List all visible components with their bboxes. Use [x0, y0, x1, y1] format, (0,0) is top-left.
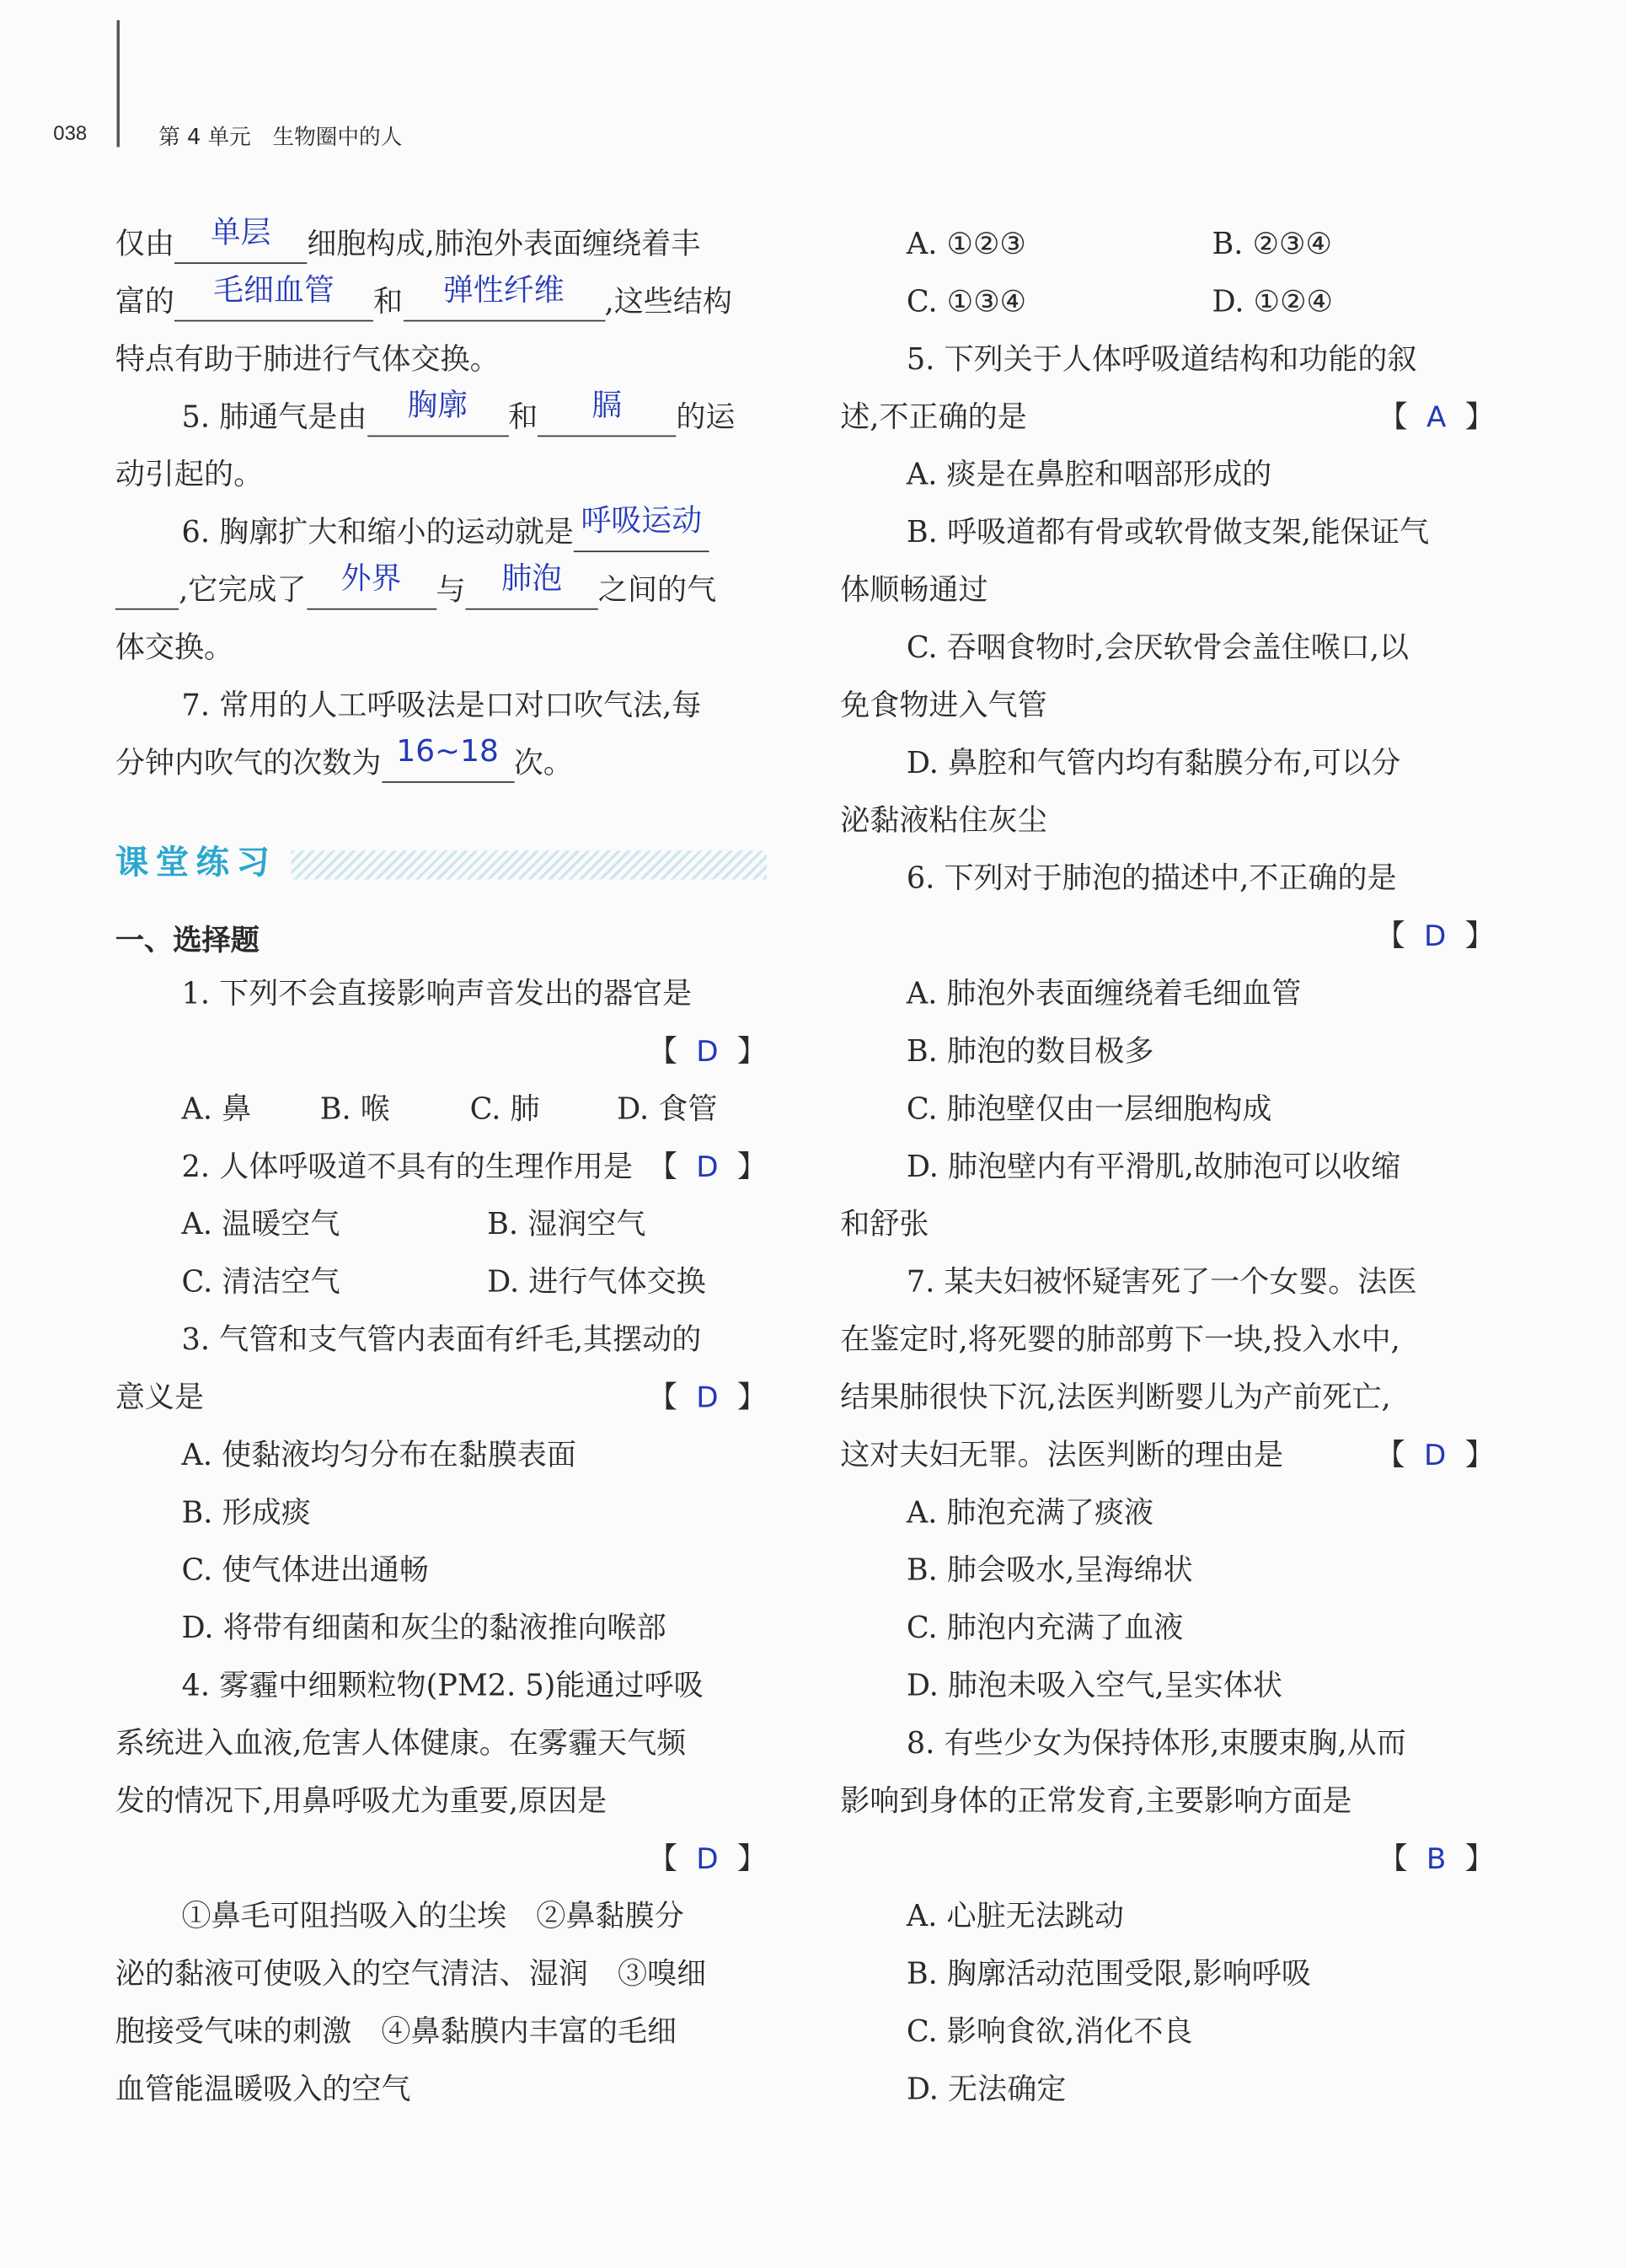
question-stem: 2. 人体呼吸道不具有的生理作用是 【 D 】 — [181, 1149, 767, 1184]
fill-line: 6. 胸廓扩大和缩小的运动就是 呼吸运动 — [115, 513, 767, 552]
option: 泌黏液粘住灰尘 — [840, 802, 1047, 838]
question-stem: 意义是 【 D 】 — [115, 1379, 767, 1415]
option: C. 肺 — [469, 1091, 540, 1126]
option: C. 吞咽食物时,会厌软骨会盖住喉口,以 — [906, 630, 1410, 665]
option: B. 呼吸道都有骨或软骨做支架,能保证气 — [906, 514, 1430, 550]
question-stem: 8. 有些少女为保持体形,束腰束胸,从而 — [906, 1725, 1406, 1761]
option: D. 鼻腔和气管内均有黏膜分布,可以分 — [906, 745, 1401, 780]
option: A. 痰是在鼻腔和咽部形成的 — [906, 457, 1272, 492]
question-stem: 4. 雾霾中细颗粒物(PM2. 5)能通过呼吸 — [181, 1668, 704, 1703]
section-stripe — [292, 850, 767, 879]
question-stem: 1. 下列不会直接影响声音发出的器官是 — [181, 976, 693, 1011]
text-line: 特点有助于肺进行气体交换。 — [115, 341, 500, 377]
blank: 胸廓 — [367, 398, 508, 437]
question-stem: 5. 下列关于人体呼吸道结构和功能的叙 — [906, 341, 1417, 377]
statement-list: 泌的黏液可使吸入的空气清洁、湿润 ③嗅细 — [115, 1956, 707, 1992]
question-stem: 影响到身体的正常发育,主要影响方面是 — [840, 1783, 1352, 1818]
question-stem: 7. 某夫妇被怀疑害死了一个女婴。法医 — [906, 1264, 1417, 1300]
question-stem: 发的情况下,用鼻呼吸尤为重要,原因是 — [115, 1783, 607, 1818]
blank: 16~18 — [381, 744, 513, 783]
option: D. 肺泡未吸入空气,呈实体状 — [906, 1668, 1282, 1703]
subsection-title: 一、选择题 — [115, 922, 260, 957]
fill-line: 5. 肺通气是由 胸廓 和 膈 的运 — [115, 398, 767, 437]
option: C. 影响食欲,消化不良 — [906, 2013, 1193, 2049]
workbook-page: 038 第 4 单元 生物圈中的人 仅由 单层 细胞构成,肺泡外表面缠绕着丰 富的 毛细血管 和 弹性纤维 ,这些结构 特点有助于肺进行气体交换。 5. 肺通气是由 胸廓 和 膈 的运 动引起的。 6. 胸廓扩大和缩小的运动就是 呼吸运动 ,它完成了 外界 与 肺泡 之间的气 体交换。 7. 常用的人工呼吸法是口对口吹气法,每 分钟内吹气的次数为 16~18 次。 课堂练习 一、选择题 1. 下列不会直接影响声音发出的器官是 【 D 】 A. 鼻 B. 喉 C. 肺 D. 食管 2. 人体呼吸道不具有的生理作用是 【 D 】 A. 温暖空气 B. 湿润空气 C. 清洁空气 D. 进行气体交换 3. 气管和支气管内表面有纤毛,其摆动的 意义是 【 D 】 A. 使黏液均匀分布在黏膜表面 B. 形成痰 C. 使气体进出通畅 D. 将带有细菌和灰尘的黏液推向喉部 4. 雾霾中细颗粒物(PM2. 5)能通过呼吸 系统进入血液,危害人体健康。在雾霾天气频 发的情况下,用鼻呼吸尤为重要,原因是 【 D 】 ①鼻毛可阻挡吸入的尘埃 ②鼻黏膜分 泌的黏液可使吸入的空气清洁、湿润 ③嗅细 胞接受气味的刺激 ④鼻黏膜内丰富的毛细 血管能温暖吸入的空气 A. ①②③ B. ②③④ C. ①③④ D. ①②④ 5. 下列关于人体呼吸道结构和功能的叙 述,不正确的是 【 A 】 A. 痰是在鼻腔和咽部形成的 B. 呼吸道都有骨或软骨做支架,能保证气 体顺畅通过 C. 吞咽食物时,会厌软骨会盖住喉口,以 免食物进入气管 D. 鼻腔和气管内均有黏膜分布,可以分 泌黏液粘住灰尘 6. 下列对于肺泡的描述中,不正确的是 【 D 】 A. 肺泡外表面缠绕着毛细血管 B. 肺泡的数目极多 C. 肺泡壁仅由一层细胞构成 D. 肺泡壁内有平滑肌,故肺泡可以收缩 和舒张 7. 某夫妇被怀疑害死了一个女婴。法医 在鉴定时,将死婴的肺部剪下一块,投入水中, 结果肺很快下沉,法医判断婴儿为产前死亡, 这对夫妇无罪。法医判断的理由是 【 D 】 A. 肺泡充满了痰液 B. 肺会吸水,呈海绵状 C. 肺泡内充满了血液 D. 肺泡未吸入空气,呈实体状 8. 有些少女为保持体形,束腰束胸,从而 影响到身体的正常发育,主要影响方面是 【 B 】 A. 心脏无法跳动 B. 胸廓活动范围受限,影响呼吸 C. 影响食欲,消化不良 D. 无法确定 — [0, 0, 1627, 2268]
question-stem: 这对夫妇无罪。法医判断的理由是 【 D 】 — [840, 1437, 1495, 1472]
option: A. 使黏液均匀分布在黏膜表面 — [181, 1437, 576, 1472]
fill-line: 富的 毛细血管 和 弹性纤维 ,这些结构 — [115, 282, 767, 321]
blank: 膈 — [538, 398, 676, 437]
option: A. 肺泡外表面缠绕着毛细血管 — [906, 976, 1302, 1011]
question-stem: 系统进入血液,危害人体健康。在雾霾天气频 — [115, 1725, 687, 1761]
statement-list: 血管能温暖吸入的空气 — [115, 2071, 411, 2107]
question-stem: 述,不正确的是 【 A 】 — [840, 399, 1495, 434]
header-rule — [117, 20, 120, 147]
option: C. 肺泡内充满了血液 — [906, 1610, 1184, 1645]
blank — [115, 571, 179, 609]
fill-line: 分钟内吹气的次数为 16~18 次。 — [115, 744, 767, 783]
option: B. 喉 — [319, 1091, 390, 1126]
unit-title: 第 4 单元 生物圈中的人 — [158, 124, 403, 150]
option: C. 使气体进出通畅 — [181, 1552, 429, 1588]
fill-line: 仅由 单层 细胞构成,肺泡外表面缠绕着丰 — [115, 225, 767, 264]
option: B. 胸廓活动范围受限,影响呼吸 — [906, 1956, 1311, 1992]
statement-list: 胞接受气味的刺激 ④鼻黏膜内丰富的毛细 — [115, 2013, 677, 2049]
question-stem: 在鉴定时,将死婴的肺部剪下一块,投入水中, — [840, 1322, 1400, 1357]
blank: 外界 — [307, 571, 436, 609]
option: 免食物进入气管 — [840, 687, 1047, 722]
option: 体顺畅通过 — [840, 572, 988, 608]
option: D. 肺泡壁内有平滑肌,故肺泡可以收缩 — [906, 1149, 1401, 1184]
question-stem: 结果肺很快下沉,法医判断婴儿为产前死亡, — [840, 1379, 1391, 1415]
option: A. 肺泡充满了痰液 — [906, 1494, 1153, 1530]
question-stem: 3. 气管和支气管内表面有纤毛,其摆动的 — [181, 1322, 702, 1357]
option: B. 肺会吸水,呈海绵状 — [906, 1552, 1193, 1588]
section-title: 课堂练习 — [115, 844, 277, 882]
question-stem: 6. 下列对于肺泡的描述中,不正确的是 — [906, 861, 1397, 896]
blank: 肺泡 — [466, 571, 598, 609]
text-line: 动引起的。 — [115, 457, 264, 492]
option: B. 形成痰 — [181, 1494, 311, 1530]
text-line: 7. 常用的人工呼吸法是口对口吹气法,每 — [181, 687, 702, 722]
option: D. 无法确定 — [906, 2071, 1067, 2107]
blank: 弹性纤维 — [403, 282, 604, 321]
statement-list: ①鼻毛可阻挡吸入的尘埃 ②鼻黏膜分 — [181, 1898, 684, 1933]
blank: 毛细血管 — [174, 282, 373, 321]
blank: 单层 — [174, 225, 307, 264]
page-number: 038 — [53, 121, 88, 145]
option: B. 肺泡的数目极多 — [906, 1033, 1154, 1069]
option: D. 将带有细菌和灰尘的黏液推向喉部 — [181, 1610, 666, 1645]
option: D. 食管 — [617, 1091, 718, 1126]
fill-line: ,它完成了 外界 与 肺泡 之间的气 — [115, 571, 767, 609]
text-line: 体交换。 — [115, 630, 234, 665]
option: C. 肺泡壁仅由一层细胞构成 — [906, 1091, 1272, 1126]
option: A. 鼻 — [181, 1091, 252, 1126]
option: 和舒张 — [840, 1206, 929, 1241]
option: A. 心脏无法跳动 — [906, 1898, 1124, 1933]
blank: 呼吸运动 — [574, 513, 709, 552]
